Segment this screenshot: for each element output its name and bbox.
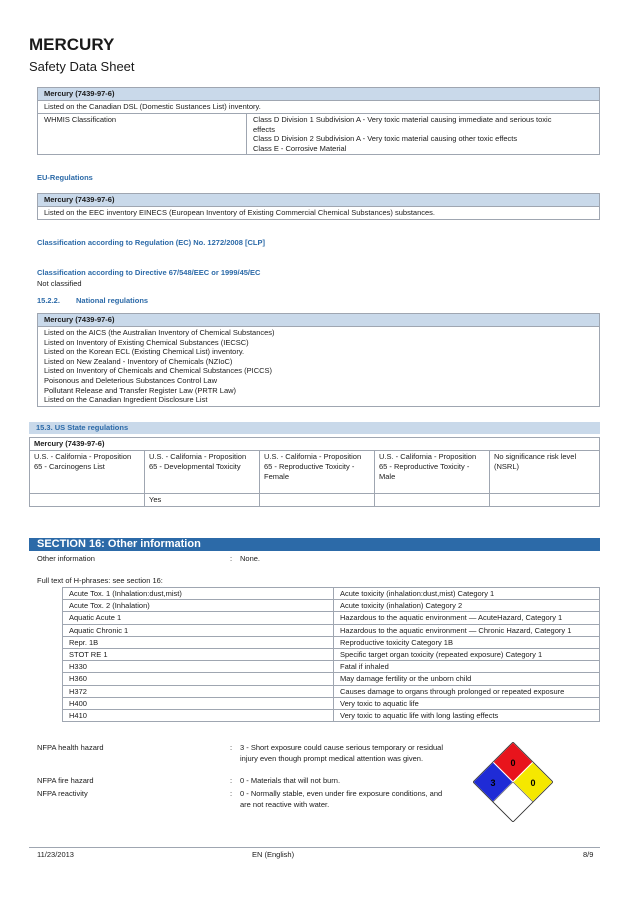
table-row bbox=[63, 685, 600, 697]
h-phrase-code: H360 bbox=[63, 673, 334, 685]
h-phrase-text: Hazardous to the aquatic environment — AcuteHazard, Category 1 bbox=[334, 612, 600, 624]
us-state-cell: Yes bbox=[145, 494, 260, 507]
document-subtitle: Safety Data Sheet bbox=[29, 59, 135, 74]
nfpa-health-label: NFPA health hazard bbox=[37, 743, 104, 752]
h-phrase-code: Acute Tox. 2 (Inhalation) bbox=[63, 600, 334, 612]
eu-regulation-box bbox=[37, 193, 600, 220]
us-state-cell bbox=[30, 494, 145, 507]
h-phrase-code: H410 bbox=[63, 710, 334, 722]
table-row bbox=[63, 697, 600, 709]
other-information-label: Other information bbox=[37, 554, 95, 563]
h-phrase-text: Very toxic to aquatic life bbox=[334, 697, 600, 709]
whmis-line: Class D Division 2 Subdivision A - Very toxic material causing other toxic effects bbox=[253, 134, 518, 144]
table-row bbox=[63, 600, 600, 612]
h-phrase-text: Specific target organ toxicity (repeated exposure) Category 1 bbox=[334, 649, 600, 661]
national-listing-line: Listed on the Canadian Ingredient Disclosure List bbox=[44, 395, 208, 405]
national-listing-line: Listed on New Zealand - Inventory of Chemicals (NZIoC) bbox=[44, 356, 233, 366]
table-row bbox=[63, 636, 600, 648]
national-regulations-number: 15.2.2. bbox=[37, 296, 60, 305]
eu-box-header: Mercury (7439-97-6) bbox=[38, 194, 599, 207]
whmis-line: Class D Division 1 Subdivision A - Very toxic material causing immediate and serious toxic bbox=[253, 115, 552, 124]
nfpa-colon: : bbox=[230, 789, 233, 798]
us-state-cell bbox=[375, 494, 490, 507]
national-listing-line: Listed on the Korean ECL (Existing Chemical List) inventory. bbox=[44, 347, 245, 357]
us-state-column-header: U.S. - California - Proposition 65 - Reproductive Toxicity - Female bbox=[260, 451, 375, 494]
national-listing-line: Listed on Inventory of Chemicals and Chemical Substances (PICCS) bbox=[44, 366, 273, 376]
footer-language: EN (English) bbox=[252, 850, 295, 859]
us-state-column-header: U.S. - California - Proposition 65 - Carcinogens List bbox=[30, 451, 145, 494]
h-phrase-text: Causes damage to organs through prolonged or repeated exposure bbox=[334, 685, 600, 697]
full-text-h-phrases-label: Full text of H-phrases: see section 16: bbox=[37, 576, 163, 585]
canada-regulation-box bbox=[37, 87, 600, 155]
us-state-column-header: U.S. - California - Proposition 65 - Reproductive Toxicity - Male bbox=[375, 451, 490, 494]
canada-box-header: Mercury (7439-97-6) bbox=[38, 88, 599, 101]
us-state-table bbox=[29, 437, 600, 507]
us-state-heading-band bbox=[29, 422, 600, 434]
us-state-column-header: No significance risk level (NSRL) bbox=[490, 451, 600, 494]
dsd-heading: Classification according to Directive 67/548/EEC or 1999/45/EC bbox=[37, 268, 261, 277]
whmis-line: effects bbox=[253, 124, 275, 134]
table-row bbox=[63, 673, 600, 685]
national-listing-line: Listed on Inventory of Existing Chemical Substances (IECSC) bbox=[44, 337, 249, 347]
national-box-header: Mercury (7439-97-6) bbox=[38, 314, 599, 327]
h-phrase-code: H372 bbox=[63, 685, 334, 697]
eu-regulations-heading: EU-Regulations bbox=[37, 173, 93, 182]
whmis-line: Class E - Corrosive Material bbox=[253, 143, 347, 153]
nfpa-fire-value: 0 - Materials that will not burn. bbox=[240, 776, 341, 785]
h-phrase-code: Acute Tox. 1 (Inhalation:dust,mist) bbox=[63, 588, 334, 600]
h-phrase-code: H400 bbox=[63, 697, 334, 709]
us-state-table-title: Mercury (7439-97-6) bbox=[30, 438, 600, 451]
national-listing-line: Pollutant Release and Transfer Register Law (PRTR Law) bbox=[44, 385, 237, 395]
section-16-title: SECTION 16: Other information bbox=[37, 538, 201, 550]
h-phrase-text: Hazardous to the aquatic environment — Chronic Hazard, Category 1 bbox=[334, 624, 600, 636]
footer-page: 8/9 bbox=[583, 850, 594, 859]
h-phrase-text: Acute toxicity (inhalation:dust,mist) Category 1 bbox=[334, 588, 600, 600]
national-listings bbox=[38, 327, 599, 406]
nfpa-reactivity-number: 0 bbox=[530, 778, 536, 788]
national-regulations-title: National regulations bbox=[76, 296, 149, 305]
nfpa-health-value: 3 - Short exposure could cause serious temporary or residual injury even though prompt medical attention was given. bbox=[240, 743, 444, 763]
h-phrase-code: Aquatic Chronic 1 bbox=[63, 624, 334, 636]
other-information-colon: : bbox=[230, 554, 233, 563]
us-state-heading: 15.3. US State regulations bbox=[36, 423, 129, 432]
clp-heading: Classification according to Regulation (EC) No. 1272/2008 [CLP] bbox=[37, 238, 265, 247]
whmis-label: WHMIS Classification bbox=[38, 114, 247, 154]
footer-date: 11/23/2013 bbox=[37, 850, 74, 859]
h-phrase-text: May damage fertility or the unborn child bbox=[334, 673, 600, 685]
table-row bbox=[63, 588, 600, 600]
footer-divider bbox=[29, 847, 600, 848]
nfpa-diamond bbox=[473, 742, 553, 822]
h-phrases-table bbox=[62, 587, 600, 722]
national-regulation-box bbox=[37, 313, 600, 407]
nfpa-health-number: 3 bbox=[490, 778, 496, 788]
canada-dsl-listing: Listed on the Canadian DSL (Domestic Sustances List) inventory. bbox=[38, 101, 599, 114]
h-phrase-code: H330 bbox=[63, 661, 334, 673]
other-information-value: None. bbox=[240, 554, 261, 563]
nfpa-reactivity-label: NFPA reactivity bbox=[37, 789, 88, 798]
not-classified-text: Not classified bbox=[37, 279, 82, 288]
h-phrase-text: Fatal if inhaled bbox=[334, 661, 600, 673]
eu-einecs-listing: Listed on the EEC inventory EINECS (European Inventory of Existing Commercial Chemical Substances) substances. bbox=[44, 208, 436, 217]
document-title: MERCURY bbox=[29, 35, 115, 54]
table-row bbox=[63, 649, 600, 661]
us-state-cell bbox=[260, 494, 375, 507]
table-row bbox=[63, 624, 600, 636]
h-phrase-code: Aquatic Acute 1 bbox=[63, 612, 334, 624]
us-state-cell bbox=[490, 494, 600, 507]
whmis-classes bbox=[247, 114, 599, 154]
us-state-column-header: U.S. - California - Proposition 65 - Developmental Toxicity bbox=[145, 451, 260, 494]
h-phrase-text: Acute toxicity (inhalation) Category 2 bbox=[334, 600, 600, 612]
nfpa-fire-number: 0 bbox=[510, 758, 516, 768]
h-phrase-text: Very toxic to aquatic life with long lasting effects bbox=[334, 710, 600, 722]
nfpa-reactivity-value: 0 - Normally stable, even under fire exposure conditions, and are not reactive with water. bbox=[240, 789, 443, 809]
national-listing-line: Listed on the AICS (the Australian Inventory of Chemical Substances) bbox=[44, 328, 275, 337]
national-listing-line: Poisonous and Deleterious Substances Control Law bbox=[44, 375, 218, 385]
whmis-row bbox=[38, 114, 599, 154]
table-row bbox=[63, 661, 600, 673]
nfpa-colon: : bbox=[230, 776, 233, 785]
h-phrase-code: STOT RE 1 bbox=[63, 649, 334, 661]
section-16-band bbox=[29, 538, 600, 551]
nfpa-fire-label: NFPA fire hazard bbox=[37, 776, 94, 785]
h-phrase-text: Reproductive toxicity Category 1B bbox=[334, 636, 600, 648]
h-phrase-code: Repr. 1B bbox=[63, 636, 334, 648]
table-row bbox=[63, 612, 600, 624]
table-row bbox=[63, 710, 600, 722]
nfpa-colon: : bbox=[230, 743, 233, 752]
